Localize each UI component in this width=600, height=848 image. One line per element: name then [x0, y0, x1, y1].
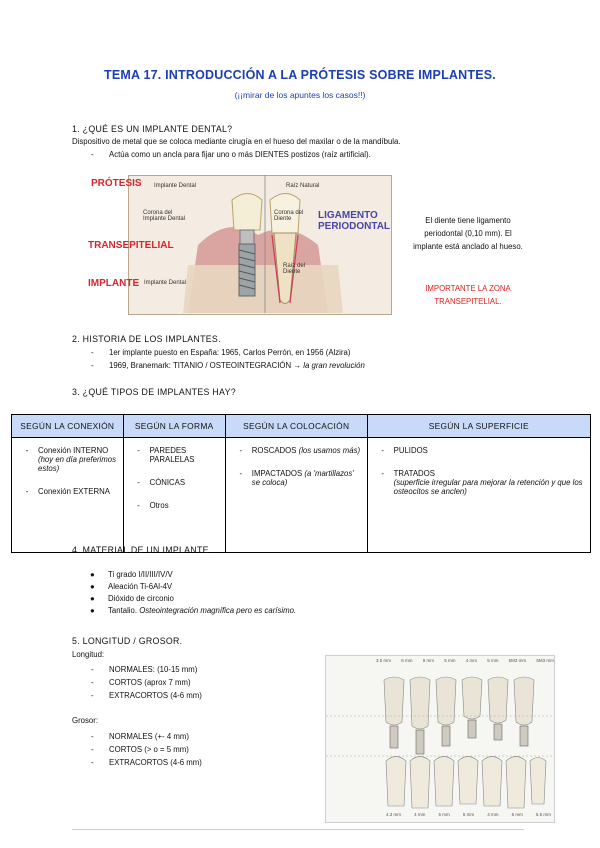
colocacion-cell: [225, 438, 367, 553]
column-header: SEGÚN LA SUPERFICIE: [367, 415, 590, 438]
list-item: - CORTOS (> o = 5 mm): [91, 745, 189, 754]
implant-vs-tooth-figure: [88, 170, 404, 316]
transepitelial-label: TRANSEPITELIAL: [88, 240, 174, 251]
list-item: ● Ti grado I/II/III/IV/V: [90, 570, 173, 579]
list-item: - Conexión INTERNO (hoy en día preferimos estos): [25, 446, 117, 473]
figure-note: El diente tiene ligamento periodontal (0,10 mm). El implante está anclado al hueso.: [413, 216, 523, 251]
implant-sizes-illustration: [326, 656, 554, 822]
list-item: - 1969, Branemark: TITANIO / OSTEOINTEGRACIÓN → la gran revolución: [91, 361, 365, 370]
list-item: - Conexión EXTERNA: [25, 487, 110, 496]
implante-label: IMPLANTE: [88, 278, 140, 289]
page-subtitle: (¡¡mirar de los apuntes los casos!!): [234, 90, 366, 100]
figure-bottom-labels: 4.3 mm 4 mm 5 mm 5 mm 4 mm 5 mm 5.5 mm: [386, 812, 551, 817]
implant-sizes-figure: [325, 655, 555, 823]
list-item: - NORMALES: (10-15 mm): [91, 665, 198, 674]
forma-cell: [123, 438, 225, 553]
list-item: - PULIDOS: [381, 446, 428, 455]
list-item: - PAREDES PARALELAS: [137, 446, 195, 464]
grosor-list: [91, 730, 202, 769]
bottom-divider: [72, 829, 524, 830]
corona-implante-label: Corona del Implante Dental: [143, 210, 186, 222]
longitud-label: Longitud:: [72, 650, 105, 659]
list-item: - TRATADOS (superficie irregular para mejorar la retención y que los osteocitos se anclen): [381, 469, 583, 496]
section-3-heading: 3. ¿QUÉ TIPOS DE IMPLANTES HAY?: [72, 387, 236, 397]
implante-dental-label-2: Implante Dental: [144, 280, 187, 286]
implant-types-table: [11, 414, 591, 553]
section-1-heading: 1. ¿QUÉ ES UN IMPLANTE DENTAL?: [72, 124, 233, 134]
longitud-list: [91, 663, 202, 702]
grosor-label: Grosor:: [72, 716, 98, 725]
materials-list: [90, 570, 296, 618]
protesis-label: PRÓTESIS: [91, 178, 142, 189]
corona-diente-label: Corona del Diente: [274, 210, 304, 222]
figure-top-labels: 3.0 mm 6 mm 8 mm 5 mm 4 mm 5 mm 5M3 mm 5M3 mm: [376, 658, 554, 663]
list-item: ● Aleación Ti-6Al-4V: [90, 582, 173, 591]
list-item: ● Dióxido de circonio: [90, 594, 174, 603]
list-item: - EXTRACORTOS (4-6 mm): [91, 691, 202, 700]
column-header: SEGÚN LA FORMA: [123, 415, 225, 438]
list-item: - Actúa como un ancla para fijar uno o más DIENTES postizos (raíz artificial).: [91, 150, 371, 159]
column-header: SEGÚN LA CONEXIÓN: [12, 415, 124, 438]
important-note: IMPORTANTE LA ZONA TRANSEPITELIAL.: [425, 284, 511, 306]
raiz-diente-label: Raíz del Diente: [283, 263, 306, 275]
superficie-cell: [367, 438, 590, 553]
raiz-natural-label: Raíz Natural: [286, 183, 320, 189]
column-header: SEGÚN LA COLOCACIÓN: [225, 415, 367, 438]
list-item: - IMPACTADOS (a 'martillazos' se coloca): [239, 469, 354, 487]
list-item: ● Tantalio. Osteointegración magnífica pero es carísimo.: [90, 606, 297, 615]
list-item: - CORTOS (aprox 7 mm): [91, 678, 191, 687]
list-item: - 1er implante puesto en España: 1965, Carlos Perrón, en 1956 (Alzira): [91, 348, 351, 357]
list-item: - Otros: [137, 501, 169, 510]
list-item: - CÓNICAS: [137, 478, 186, 487]
list-item: - EXTRACORTOS (4-6 mm): [91, 758, 202, 767]
implante-dental-label: Implante Dental: [154, 183, 197, 189]
ligamento-label: LIGAMENTO PERIODONTAL: [318, 210, 391, 232]
conexion-cell: [12, 438, 124, 553]
section-4-heading: 4. MATERIAL DE UN IMPLANTE.: [72, 545, 212, 555]
page-title: TEMA 17. INTRODUCCIÓN A LA PRÓTESIS SOBRE IMPLANTES.: [104, 68, 496, 82]
section-5-heading: 5. LONGITUD / GROSOR.: [72, 636, 183, 646]
list-item: - NORMALES (+- 4 mm): [91, 732, 189, 741]
implant-definition: Dispositivo de metal que se coloca mediante cirugía en el hueso del maxilar o de la mandíbula.: [72, 137, 401, 146]
section-2-heading: 2. HISTORIA DE LOS IMPLANTES.: [72, 334, 221, 344]
list-item: - ROSCADOS (los usamos más): [239, 446, 361, 455]
